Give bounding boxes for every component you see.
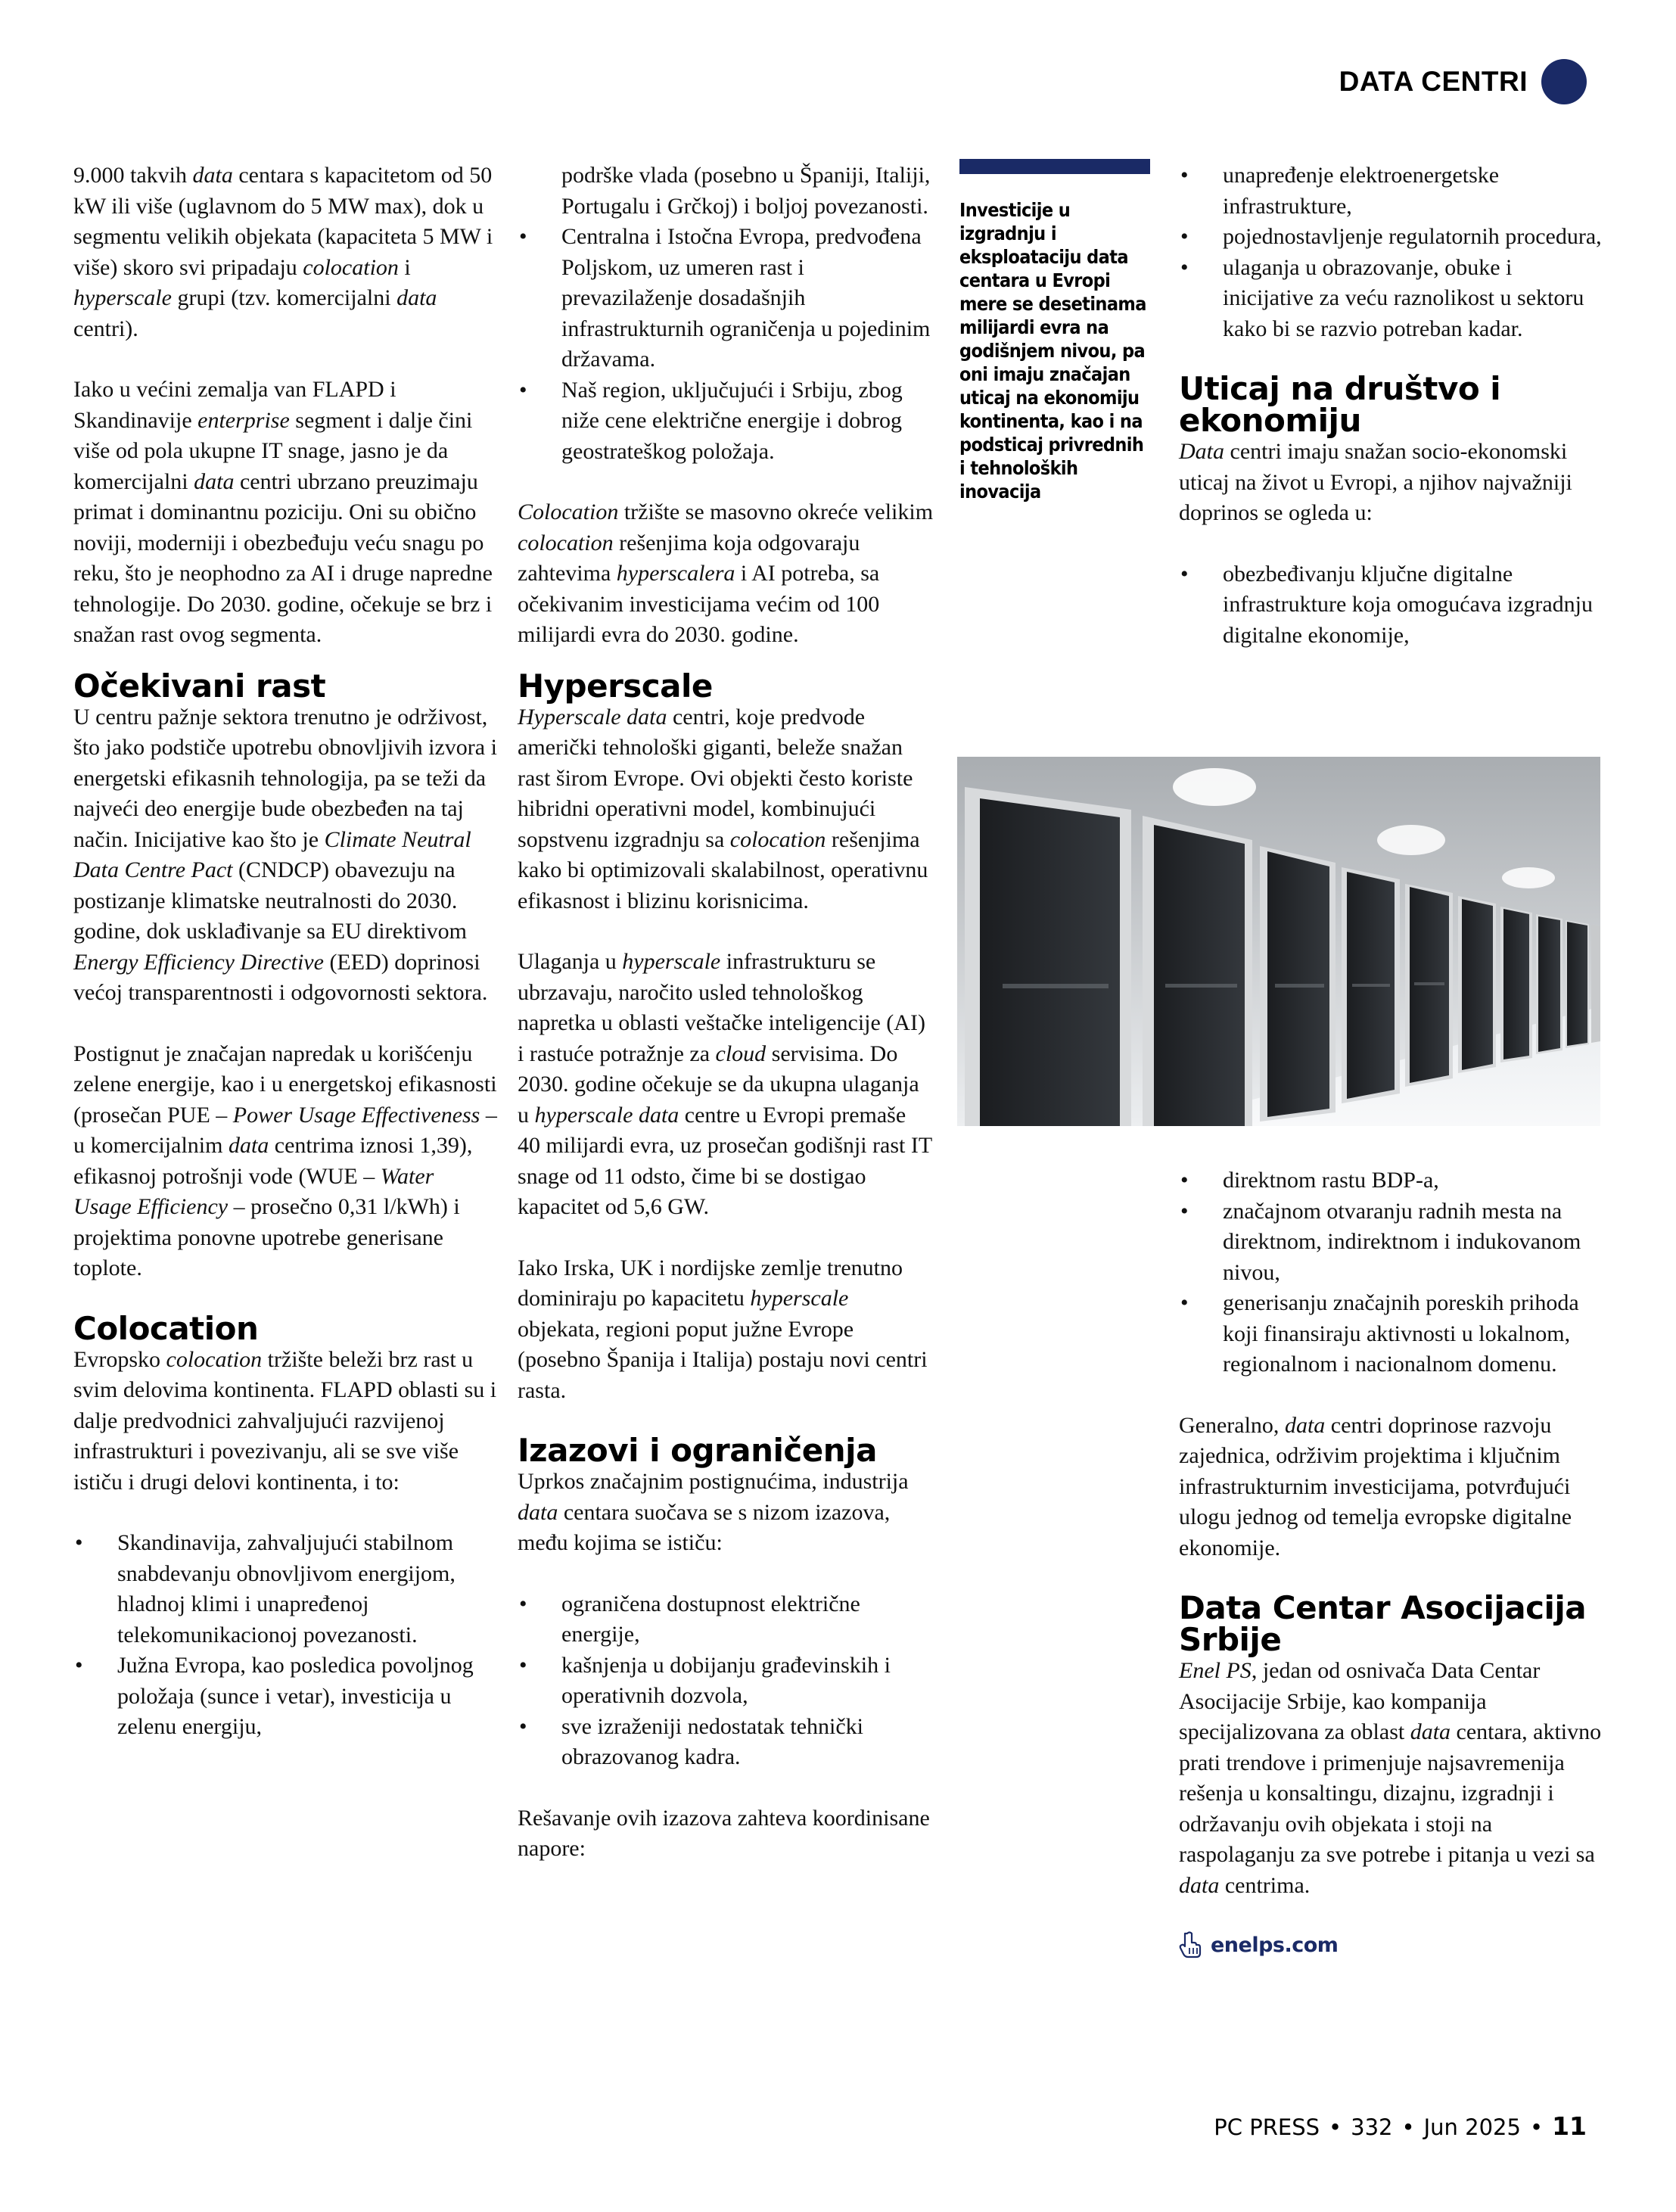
heading-colocation: Colocation — [73, 1309, 259, 1347]
publication-name: PC PRESS — [1214, 2114, 1320, 2140]
paragraph: Rešavanje ovih izazova zahteva koordinisane napore: — [518, 1805, 930, 1861]
heading-hyperscale: Hyperscale — [518, 667, 713, 705]
column-4 — [1179, 160, 1603, 651]
italic-term: hyperscale — [73, 285, 172, 310]
issue-date: Jun 2025 — [1423, 2114, 1521, 2140]
bullet-list — [1179, 1165, 1603, 1380]
italic-term: Enel PS — [1179, 1658, 1252, 1683]
enelps-link-text[interactable]: enelps.com — [1211, 1933, 1339, 1957]
paragraph: Evropsko colocation tržište beleži brz rast u svim delovima kontinenta. FLAPD oblasti su i dalje predvodnici zahvaljujući razvijenoj infrastrukturi i povezivanju, ali se sve više ističu i drugi delovi kontinenta, i to: — [73, 1346, 497, 1495]
separator: • — [1329, 2114, 1342, 2140]
list-item-continued: podrške vlada (posebno u Španiji, Italiji, Portugalu i Grčkoj) i boljoj povezanosti. — [561, 163, 931, 219]
italic-term: Colocation — [518, 499, 619, 524]
paragraph: U centru pažnje sektora trenutno je održivost, što jako podstiče upotrebu obnovljivih izvora i energetski efikasnih tehnologija, pa se teži da najveći deo energije bude obezbeđen na taj način. Inicijative kao što je Climate Neutral Data Centre Pact (CNDCP) obavezuju na postizanje klimatske neutralnosti do 2030. godine, dok usklađivanje sa EU direktivom Energy Efficiency Directive (EED) doprinosi većoj transparentnosti i odgovornosti sektora. — [73, 704, 497, 1005]
list-item: • Južna Evropa, kao posledica povoljnog položaja (sunce i vetar), investicija u zelenu energiju, — [73, 1650, 497, 1743]
list-item: • obezbeđivanju ključne digitalne infrastrukture koja omogućava izgradnju digitalne ekonomije, — [1179, 559, 1603, 652]
page-number: 11 — [1552, 2111, 1587, 2141]
italic-term: Water Usage Efficiency — [73, 1163, 434, 1219]
italic-term: data — [1410, 1719, 1451, 1744]
list-item: • kašnjenja u dobijanju građevinskih i operativnih dozvola, — [518, 1650, 934, 1712]
separator: • — [1529, 2114, 1544, 2140]
paragraph: 9.000 takvih data centara s kapacitetom od 50 kW ili više (uglavnom do 5 MW max), dok u segmentu velikih objekata (kapaciteta 5 MW i više) skoro svi pripadaju colocation i hyperscale grupi (tzv. komercijalni data centri). — [73, 163, 493, 341]
italic-term: Energy Efficiency Directive — [73, 949, 324, 975]
server-racks-image — [957, 757, 1600, 1126]
section-label: DATA CENTRI — [1339, 66, 1528, 97]
bullet-list — [518, 160, 934, 467]
paragraph: Colocation tržište se masovno okreće velikim colocation rešenjima koja odgovaraju zahtevima hyperscalera i AI potreba, sa očekivanim investicijama većim od 100 milijardi evra do 2030. godine. — [518, 499, 934, 647]
heading-izazovi: Izazovi i ograničenja — [518, 1432, 877, 1469]
list-item: • Naš region, uključujući i Srbiju, zbog niže cene električne energije i dobrog geostrateškog položaja. — [518, 375, 934, 468]
italic-term: colocation — [518, 530, 614, 555]
italic-term: data — [1179, 1872, 1220, 1898]
bullet-list — [1179, 160, 1603, 344]
italic-term: enterprise — [197, 407, 290, 433]
italic-term: Climate Neutral Data Centre Pact — [73, 826, 471, 882]
bullet-list — [518, 1589, 934, 1773]
list-item: • Centralna i Istočna Evropa, predvođena Poljskom, uz umeren rast i prevazilaženje dosadašnjih infrastrukturnih ograničenja u pojedinim državama. — [518, 222, 934, 375]
italic-term: data — [396, 285, 437, 310]
paragraph: Postignut je značajan napredak u korišćenju zelene energije, kao i u energetskoj efikasnosti (prosečan PUE – Power Usage Effectiveness – u komercijalnim data centrima iznosi 1,39), efikasnoj potrošnji vode (WUE – Water Usage Efficiency – prosečno 0,31 l/kWh) i projektima ponovne upotrebe generisane toplote. — [73, 1041, 497, 1280]
italic-term: data — [518, 1499, 558, 1525]
paragraph: Ulaganja u hyperscale infrastrukturu se ubrzavaju, naročito usled tehnološkog napretka u oblasti veštačke inteligencije (AI) i rastuće potražnje za cloud servisima. Do 2030. godine očekuje se da ukupna ulaganja u hyperscale data centre u Evropi premaše 40 milijardi evra, uz prosečan godišnji rast IT snage od 11 odsto, čime bi se dostigao kapacitet od 5,6 GW. — [518, 949, 932, 1219]
italic-term: hyperscale — [750, 1286, 849, 1311]
issue-number: 332 — [1351, 2114, 1393, 2140]
list-item: • pojednostavljenje regulatornih procedura, — [1179, 222, 1603, 253]
list-item: • ulaganja u obrazovanje, obuke i inicijative za veću raznolikost u sektoru kako bi se razvio potreban kadar. — [1179, 253, 1603, 345]
pull-quote-text: Investicije u izgradnju i eksploataciju data centara u Evropi mere se desetinama milijardi evra na godišnjem nivou, pa oni imaju značajan uticaj na ekonomiju kontinenta, kao i na podsticaj privrednih i tehnoloških inovacija — [959, 199, 1146, 502]
italic-term: colocation — [303, 254, 399, 280]
column-1 — [73, 160, 497, 1743]
italic-term: colocation — [729, 826, 826, 852]
list-item: • generisanju značajnih poreskih prihoda koji finansiraju aktivnosti u lokalnom, regionalnom i nacionalnom domenu. — [1179, 1288, 1603, 1380]
enelps-link[interactable] — [1179, 1931, 1603, 1958]
italic-term: hyperscale data — [534, 1102, 679, 1128]
italic-term: data — [1284, 1412, 1326, 1438]
italic-term: data — [192, 163, 233, 188]
paragraph: Uprkos značajnim postignućima, industrija data centara suočava se s nizom izazova, među kojima se ističu: — [518, 1469, 909, 1555]
italic-term: Hyperscale data — [518, 704, 667, 730]
column-4-continued — [1179, 1165, 1603, 1958]
bullet-list — [1179, 559, 1603, 652]
paragraph: Generalno, data centri doprinose razvoju zajednica, održivim projektima i ključnim infrastrukturnim investicijama, potvrđujući ulogu jednog od temelja evropske digitalne ekonomije. — [1179, 1412, 1572, 1560]
pointing-hand-icon — [1179, 1931, 1205, 1958]
list-item: • direktnom rastu BDP-a, — [1179, 1165, 1603, 1196]
list-item: • unapređenje elektroenergetske infrastrukture, — [1179, 160, 1603, 222]
italic-term: Data — [1179, 439, 1224, 464]
list-item: • Skandinavija, zahvaljujući stabilnom snabdevanju obnovljivom energijom, hladnoj klimi i unapređenoj telekomunikacionoj povezanosti. — [73, 1528, 497, 1650]
page-footer — [1214, 2111, 1587, 2141]
italic-term: data — [228, 1133, 269, 1158]
italic-term: colocation — [166, 1346, 263, 1372]
italic-term: cloud — [715, 1041, 766, 1066]
heading-ocekivani-rast: Očekivani rast — [73, 667, 326, 705]
paragraph: Data centri imaju snažan socio-ekonomski uticaj na život u Evropi, a njihov najvažniji doprinos se ogleda u: — [1179, 439, 1572, 525]
section-dot-icon — [1541, 59, 1587, 104]
list-item: • ograničena dostupnost električne energije, — [518, 1589, 934, 1650]
list-item: • značajnom otvaranju radnih mesta na direktnom, indirektnom i indukovanom nivou, — [1179, 1196, 1603, 1289]
bullet-list — [73, 1528, 497, 1743]
heading-data-centar-asocijacija: Data Centar Asocijacija Srbije — [1179, 1589, 1587, 1658]
server-room-photo — [957, 757, 1600, 1126]
heading-uticaj: Uticaj na društvo i ekonomiju — [1179, 370, 1501, 439]
column-2 — [518, 160, 934, 1865]
italic-term: data — [194, 468, 235, 494]
list-item: • sve izraženiji nedostatak tehnički obrazovanog kadra. — [518, 1712, 934, 1773]
italic-term: hyperscale — [622, 949, 721, 974]
paragraph: Iako Irska, UK i nordijske zemlje trenutno dominiraju po kapacitetu hyperscale objekata, regioni poput južne Evrope (posebno Španija i Italija) postaju novi centri rasta. — [518, 1255, 928, 1403]
paragraph: Hyperscale data centri, koje predvode američki tehnološki giganti, beleže snažan rast širom Evrope. Ovi objekti često koriste hibridni operativni model, kombinujući sopstvenu izgradnju sa colocation rešenjima kako bi optimizovali skalabilnost, operativnu efikasnost i blizinu korisnicima. — [518, 704, 928, 913]
italic-term: hyperscalera — [616, 561, 735, 586]
italic-term: Power Usage Effectiveness — [232, 1102, 480, 1128]
paragraph: Enel PS, jedan od osnivača Data Centar Asocijacije Srbije, kao kompanija specijalizovana za oblast data centara, aktivno prati trendove i primenjuje najsavremenija rešenja u konsaltingu, dizajnu, izgradnji i održavanju ovih objekata i stoji na raspolaganju za sve potrebe i pitanja u vezi sa data centrima. — [1179, 1658, 1602, 1898]
pull-quote — [959, 160, 1149, 503]
pull-quote-bar — [959, 159, 1150, 174]
separator: • — [1401, 2114, 1415, 2140]
paragraph: Iako u većini zemalja van FLAPD i Skandinavije enterprise segment i dalje čini više od pola ukupne IT snage, jasno je da komercijalni data centri ubrzano preuzimaju primat i dominantnu poziciju. Oni su obično noviji, moderniji i obezbeđuju veću snagu po reku, što je neophodno za AI i druge napredne tehnologije. Do 2030. godine, očekuje se brz i snažan rast ovog segmenta. — [73, 377, 493, 647]
section-header — [1339, 59, 1587, 104]
